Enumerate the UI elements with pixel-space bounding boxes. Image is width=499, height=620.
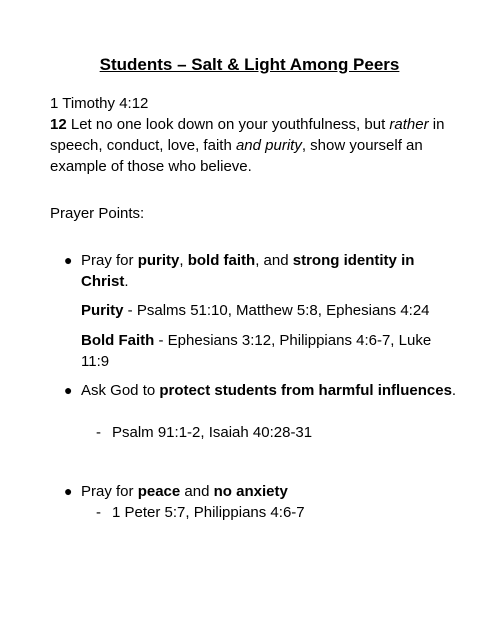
prayer-points-heading: Prayer Points: bbox=[50, 205, 145, 222]
document-title: Students – Salt & Light Among Peers bbox=[99, 55, 400, 74]
prayer-point-1 bbox=[81, 250, 461, 292]
point-text: , bbox=[179, 252, 188, 269]
purity-references bbox=[81, 300, 461, 321]
prayer-point-3 bbox=[81, 481, 461, 502]
point-text: Ask God to bbox=[81, 382, 160, 399]
point-text: . bbox=[451, 382, 457, 399]
scripture-verse bbox=[50, 114, 450, 177]
point-bold: no anxiety bbox=[213, 483, 288, 500]
point-bold: bold faith bbox=[187, 252, 256, 269]
point-bold: peace bbox=[137, 483, 181, 500]
point-bold: purity bbox=[137, 252, 180, 269]
verse-text-1: Let no one look down on your youthfulness, but bbox=[66, 116, 390, 133]
verse-text-italic-2: and purity bbox=[235, 137, 302, 154]
verse-number: 12 bbox=[50, 116, 67, 133]
point-text: Pray for bbox=[81, 483, 138, 500]
dash-icon: - bbox=[96, 424, 101, 441]
point-text: . bbox=[124, 273, 129, 290]
point-2-references: Psalm 91:1-2, Isaiah 40:28-31 bbox=[112, 424, 313, 441]
point-text: and bbox=[180, 483, 214, 500]
verse-text-3: , show yourself an example of those who believe. bbox=[50, 137, 423, 175]
bullet-icon: ● bbox=[64, 252, 73, 268]
point-bold: protect students from harmful influences bbox=[159, 382, 452, 399]
bullet-icon: ● bbox=[64, 382, 73, 398]
verse-text-italic-1: rather bbox=[389, 116, 429, 133]
purity-refs: - Psalms 51:10, Matthew 5:8, Ephesians 4:24 bbox=[123, 302, 430, 319]
scripture-reference: 1 Timothy 4:12 bbox=[50, 95, 149, 112]
point-bold: strong identity in Christ bbox=[81, 252, 415, 290]
verse-text-2: in speech, conduct, love, faith bbox=[50, 116, 445, 154]
point-text: Pray for bbox=[81, 252, 138, 269]
bold-faith-label: Bold Faith bbox=[81, 332, 155, 349]
bold-faith-references bbox=[81, 330, 461, 372]
purity-label: Purity bbox=[81, 302, 124, 319]
point-3-references: 1 Peter 5:7, Philippians 4:6-7 bbox=[112, 504, 305, 521]
bold-faith-refs: - Ephesians 3:12, Philippians 4:6-7, Luke 11:9 bbox=[81, 332, 432, 370]
prayer-point-2 bbox=[81, 380, 461, 401]
point-text: , and bbox=[255, 252, 293, 269]
dash-icon: - bbox=[96, 504, 101, 521]
bullet-icon: ● bbox=[64, 483, 73, 499]
